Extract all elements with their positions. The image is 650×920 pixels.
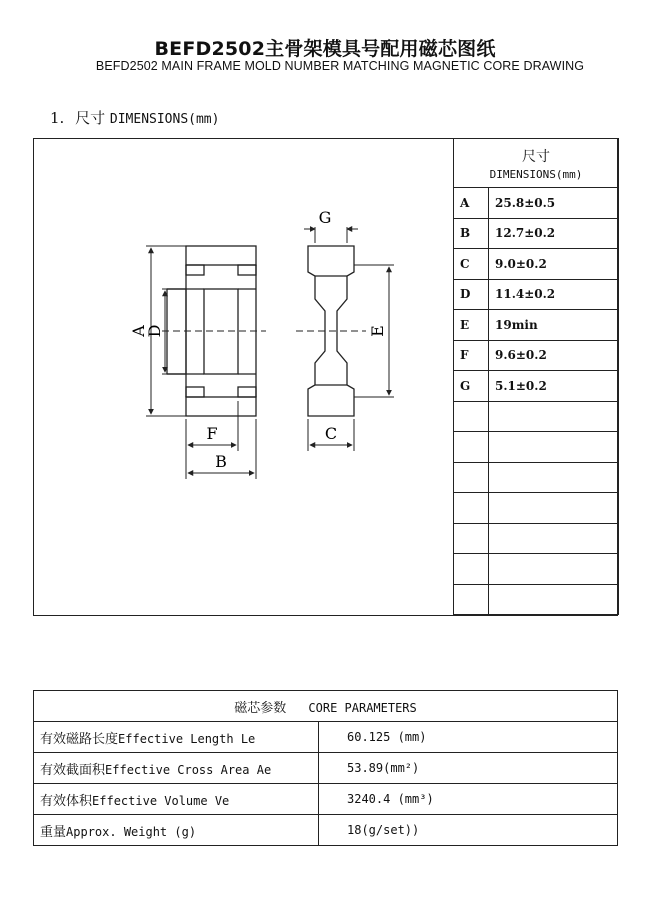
empty-row	[454, 554, 619, 585]
dimensions-header-en: DIMENSIONS(mm)	[489, 167, 583, 181]
dimensions-table	[453, 138, 619, 615]
section-heading	[50, 107, 219, 128]
label-D: D	[145, 324, 164, 338]
dim-value: 5.1±0.2	[489, 371, 619, 402]
page-subtitle: BEFD2502 MAIN FRAME MOLD NUMBER MATCHING MAGNETIC CORE DRAWING	[95, 59, 585, 73]
parameters-header-zh: 磁芯参数	[234, 700, 287, 716]
param-label-en: Effective Cross Area Ae	[105, 762, 272, 777]
dim-value: 25.8±0.5	[489, 188, 619, 219]
core-drawing	[34, 139, 454, 617]
core-bottom-back	[186, 397, 256, 416]
dimensions-table-header	[454, 139, 619, 188]
dim-key: E	[454, 310, 489, 341]
param-label-zh: 重量	[40, 824, 67, 840]
empty-row	[454, 401, 619, 432]
param-value: 60.125 (mm)	[319, 722, 618, 753]
dimension-drawing-panel	[33, 138, 618, 616]
front-view	[162, 246, 266, 416]
table-row	[454, 218, 619, 249]
label-B: B	[215, 452, 227, 471]
dim-key: D	[454, 279, 489, 310]
dim-value: 19min	[489, 310, 619, 341]
label-A: A	[129, 325, 148, 337]
dim-value: 11.4±0.2	[489, 279, 619, 310]
label-G: G	[318, 208, 332, 227]
core-parameters-header	[34, 691, 618, 722]
dim-key: G	[454, 371, 489, 402]
param-label-en: Effective Length Le	[118, 731, 256, 746]
param-value: 53.89(mm²)	[319, 753, 618, 784]
label-F: F	[206, 424, 218, 443]
table-row	[454, 279, 619, 310]
table-row	[34, 722, 618, 753]
table-row	[454, 371, 619, 402]
empty-row	[454, 432, 619, 463]
section-number: 1.	[50, 109, 65, 127]
dim-key: F	[454, 340, 489, 371]
table-row	[454, 249, 619, 280]
core-top-back	[186, 246, 256, 265]
label-E: E	[368, 325, 387, 337]
dim-key: A	[454, 188, 489, 219]
dim-value: 9.6±0.2	[489, 340, 619, 371]
side-view	[296, 246, 366, 416]
param-value: 3240.4 (mm³)	[319, 784, 618, 815]
param-label-zh: 有效磁路长度	[40, 731, 119, 747]
param-label-en: Approx. Weight (g)	[66, 824, 197, 839]
empty-row	[454, 462, 619, 493]
table-row	[454, 340, 619, 371]
core-top-right-leg	[238, 265, 256, 275]
dimensions-header-zh: 尺寸	[522, 148, 550, 165]
dim-value: 12.7±0.2	[489, 218, 619, 249]
param-label-zh: 有效体积	[40, 793, 93, 809]
dim-value: 9.0±0.2	[489, 249, 619, 280]
empty-row	[454, 493, 619, 524]
table-row	[34, 753, 618, 784]
label-C: C	[324, 424, 338, 443]
table-row	[454, 310, 619, 341]
dim-key: C	[454, 249, 489, 280]
section-title-en: DIMENSIONS(mm)	[109, 112, 220, 127]
core-top-left-leg	[186, 265, 204, 275]
param-label-en: Effective Volume Ve	[92, 793, 230, 808]
table-row	[454, 188, 619, 219]
table-row	[34, 815, 618, 846]
dim-key: B	[454, 218, 489, 249]
param-label-zh: 有效截面积	[40, 762, 106, 778]
table-row	[34, 784, 618, 815]
parameters-header-en: CORE PARAMETERS	[308, 700, 417, 715]
empty-row	[454, 584, 619, 615]
section-title-zh: 尺寸	[75, 109, 106, 127]
empty-row	[454, 523, 619, 554]
core-parameters-table	[33, 690, 618, 846]
param-value: 18(g/set))	[319, 815, 618, 846]
page-title: BEFD2502主骨架模具号配用磁芯图纸	[154, 38, 496, 60]
